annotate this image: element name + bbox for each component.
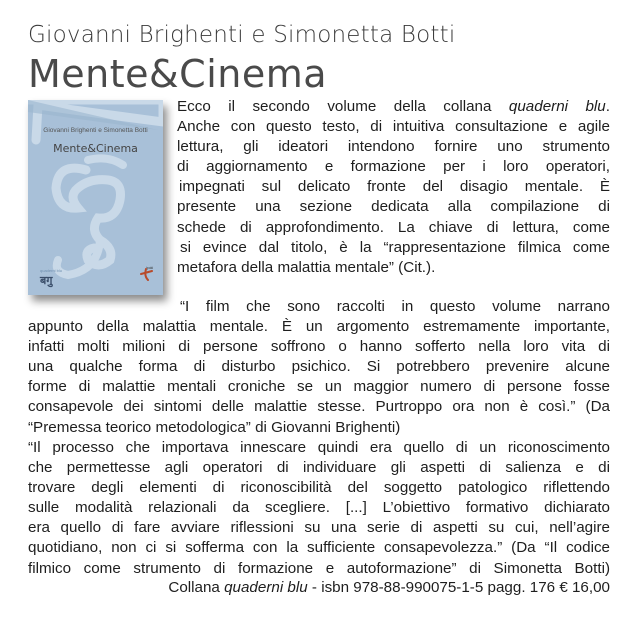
intro-line: Anche con questo testo, di intuitiva consultazione e agile [177,118,610,136]
intro-line: schede di approfondimento. La chiave di lettura, come [177,218,610,236]
quote-premessa [28,297,610,438]
publisher-label: ipoki [146,266,154,270]
cover-series-mark: बगु [40,274,53,287]
quote-line: una qualche forma di disturbo psichico. Si potrebbero prevenire alcune [28,358,610,376]
publication-info: Collana quaderni blu - isbn 978-88-990075-1-5 pagg. 176 € 16,00 [168,579,610,596]
quote-line: trovare degli elementi di riconoscibilità del soggetto patologico riflettendo [28,479,610,497]
quote-line: che permettesse agli operatori di individuare gli aspetti di salienza e di [28,459,610,477]
publisher-logo-icon [138,268,154,282]
quote-line: appunto della malattia mentale. È un argomento estremamente importante, [28,318,610,336]
intro-line: si evince dal titolo, è la “rappresentazione filmica come [180,238,610,256]
cover-series-logo [40,268,62,288]
publisher-logo [138,268,153,270]
quote-line: era quello di fare avviare riflessioni su una serie di aspetti su cui, nell’agire [28,519,610,537]
book-cover [28,100,163,295]
series-name: quaderni blu [508,98,606,115]
quote-line: quotidiano, non ci si sofferma con la sufficiente consapevolezza.” (Da “Il codice [28,539,610,557]
quote-line: consapevole dei sintomi delle malattie stesse. Purtroppo ora non è così.” (Da [28,398,610,416]
cover-series-label: quaderni blu [40,268,63,273]
quote-codice-filmico [28,438,610,579]
quote-line: filmico come strumento di formazione e autoformazione” di Simonetta Botti) [28,559,610,577]
quote-line: infatti molti milioni di persone soffrono o hanno sofferto nella loro vita di [28,338,610,356]
quote-line: “Il processo che importava innescare quindi era quello di un riconoscimento [28,439,610,456]
intro-paragraph [177,97,610,278]
quote-line: forme di malattie mentali croniche se un maggior numero di persone fosse [28,378,610,396]
cover-authors: Giovanni Brighenti e Simonetta Botti [43,127,148,134]
intro-line: di aggiornamento e formazione per i loro operatori, [177,158,610,176]
intro-line: metafora della malattia mentale” (Cit.). [177,258,436,276]
intro-line: impegnati sul delicato fronte del disagio mentale. È [179,178,610,196]
authors-heading: Giovanni Brighenti e Simonetta Botti [28,22,456,48]
book-title: Mente&Cinema [28,52,328,96]
intro-line: lettura, gli ideatori intendono fornire uno strumento [177,138,610,156]
quote-line: sulle modalità relazionali da scegliere. [...] L’obiettivo formativo dichiarato [28,499,610,517]
intro-line: Ecco il secondo volume della collana quaderni blu. [177,98,610,115]
intro-line: presente una sezione dedicata alla compilazione di [177,198,610,216]
series-name: quaderni blu [224,579,308,596]
quote-line: “Premessa teorico metodologica” di Giovanni Brighenti) [28,418,401,436]
quote-line: “I film che sono raccolti in questo volume narrano [180,298,610,315]
cover-title: Mente&Cinema [53,142,138,155]
